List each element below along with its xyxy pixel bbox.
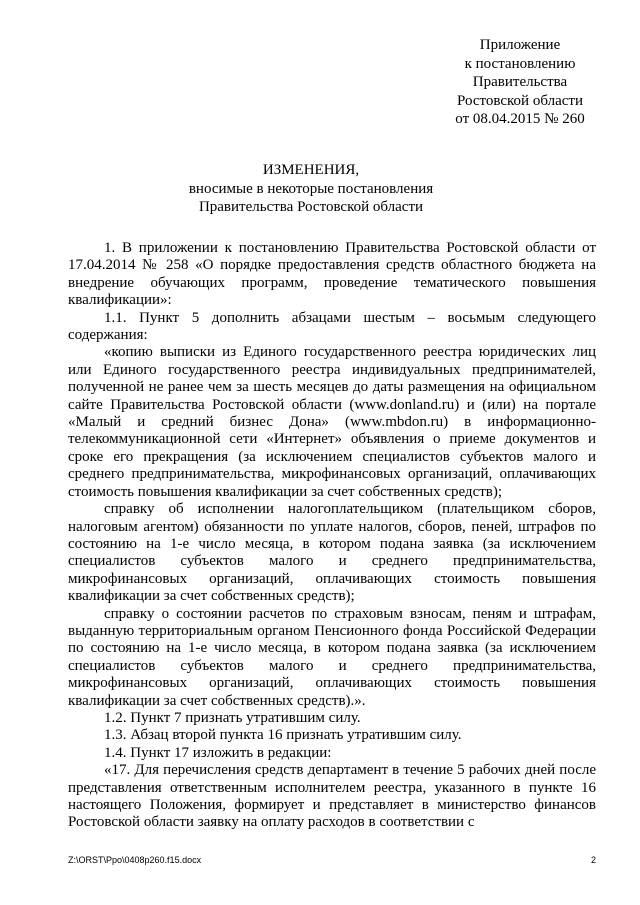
paragraph-item-1-1: 1.1. Пункт 5 дополнить абзацами шестым – восьмым следующего содержания: bbox=[68, 309, 596, 344]
appendix-line: к постановлению bbox=[464, 55, 576, 72]
paragraph-item-1: 1. В приложении к постановлению Правительства Ростовской области от 17.04.2014 № 258 «О порядке предоставления средств областного бюджета на внедрение обучающих программ, проведение тематического повышения квалификации»: bbox=[68, 240, 596, 309]
paragraph-tax-certificate: справку об исполнении налогоплательщиком (плательщиком сборов, налоговым агентом) обязанности по уплате налогов, сборов, пеней, штрафов по состоянию на 1-е число месяца, в котором подана заявка (за исключением специалистов субъектов малого и среднего предпринимательства, микрофинансовых организаций, оплачивающих стоимость повышения квалификации за счет собственных средств); bbox=[68, 501, 596, 605]
paragraph-item-1-4: 1.4. Пункт 17 изложить в редакции: bbox=[104, 744, 332, 761]
document-title bbox=[0, 161, 622, 217]
paragraph-pension-certificate: справку о состоянии расчетов по страховым взносам, пеням и штрафам, выданную территориальным органом Пенсионного фонда Российской Федерации по состоянию на 1-е число месяца, в котором подана заявка (за исключением специалистов субъектов малого и среднего предпринимательства, микрофинансовых организаций, оплачивающих стоимость повышения квалификации за счет собственных средств).». bbox=[68, 605, 596, 709]
appendix-line: Приложение bbox=[479, 37, 561, 53]
title-subtitle-line: вносимые в некоторые постановления bbox=[188, 180, 434, 197]
appendix-line: Правительства bbox=[472, 74, 568, 90]
paragraph-item-1-2: 1.2. Пункт 7 признать утратившим силу. bbox=[104, 709, 361, 726]
title-heading: ИЗМЕНЕНИЯ, bbox=[262, 162, 360, 178]
paragraph-quote-extract: «копию выписки из Единого государственного реестра юридических лиц или Единого государственного реестра индивидуальных предпринимателей, полученной не ранее чем за шесть месяцев до даты размещения на официальном сайте Правительства Ростовской области (www.donland.ru) и (или) на портале «Малый и средний бизнес Дона» (www.mbdon.ru) в информационно-телекоммуникационной сети «Интернет» объявления о приеме документов и сроке его прекращения (за исключением специалистов субъектов малого и среднего предпринимательства, микрофинансовых организаций, оплачивающих стоимость повышения квалификации за счет собственных средств); bbox=[68, 344, 596, 500]
appendix-line: Ростовской области bbox=[457, 92, 583, 109]
appendix-line: от 08.04.2015 № 260 bbox=[455, 111, 585, 127]
appendix-header bbox=[420, 36, 620, 129]
paragraph-item-17: «17. Для перечисления средств департамент в течение 5 рабочих дней после представления ответственным исполнителем реестра, указанного в пункте 16 настоящего Положения, формирует и представляет в министерство финансов Ростовской области заявку на оплату расходов в соответствии с bbox=[68, 762, 596, 831]
footer-file-path: Z:\ORST\Ppo\0408p260.f15.docx bbox=[68, 855, 202, 865]
footer-page-number: 2 bbox=[590, 855, 596, 865]
paragraph-item-1-3: 1.3. Абзац второй пункта 16 признать утратившим силу. bbox=[104, 727, 462, 744]
document-body bbox=[68, 240, 596, 832]
title-subtitle-line: Правительства Ростовской области bbox=[198, 199, 424, 215]
